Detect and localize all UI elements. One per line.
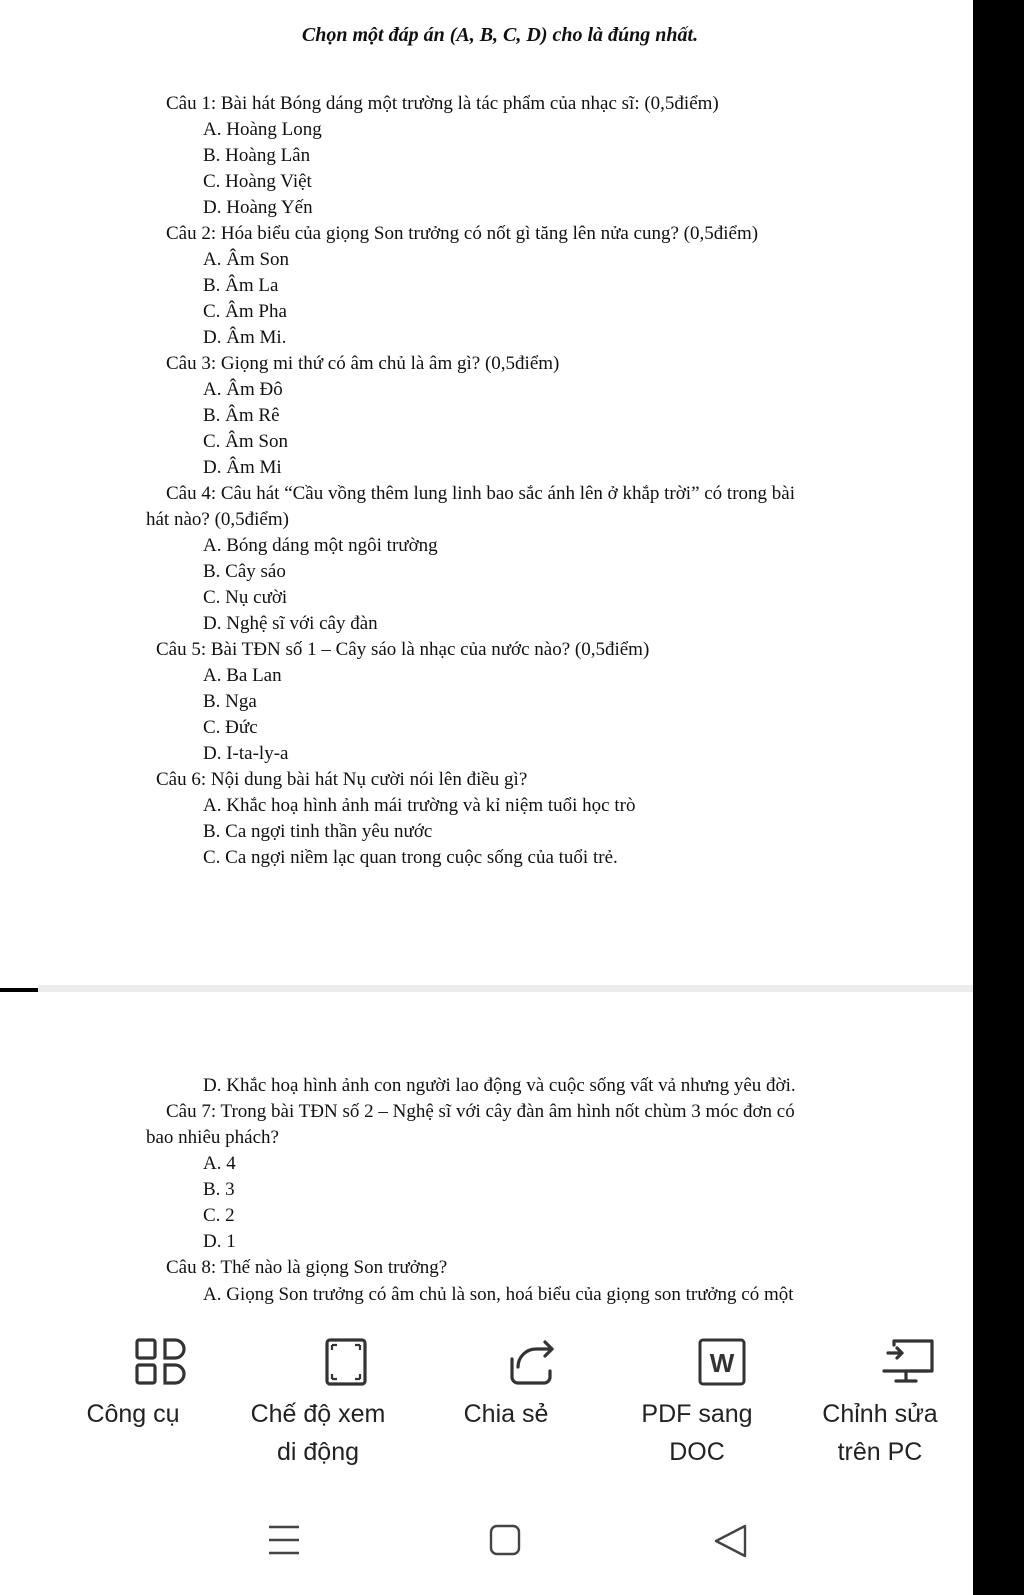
q6-option-d: D. Khắc hoạ hình ảnh con người lao động và cuộc sống vất vả nhưng yêu đời. [203, 1075, 796, 1096]
edit-on-pc-button[interactable] [822, 1309, 938, 1481]
q7-option-c: C. 2 [203, 1205, 235, 1226]
tools-grid-icon [133, 1337, 191, 1387]
q7-option-d: D. 1 [203, 1231, 236, 1252]
q3-option-b: B. Âm Rê [203, 405, 280, 426]
mobile-view-label-line-1: Chế độ xem [250, 1400, 386, 1428]
mobile-view-label [220, 1395, 416, 1471]
home-icon[interactable] [488, 1523, 522, 1557]
tools-label: Công cụ [86, 1400, 180, 1428]
q2-option-c: C. Âm Pha [203, 301, 287, 322]
edit-on-pc-label [782, 1395, 978, 1471]
mobile-view-icon [318, 1337, 374, 1387]
q6-option-b: B. Ca ngợi tinh thần yêu nước [203, 821, 433, 842]
question-3: Câu 3: Giọng mi thứ có âm chủ là âm gì? (0,5điểm) [166, 353, 560, 374]
q1-option-a: A. Hoàng Long [203, 119, 322, 140]
q2-option-a: A. Âm Son [203, 249, 290, 270]
menu-icon[interactable] [266, 1523, 302, 1557]
document-title: Chọn một đáp án (A, B, C, D) cho là đúng nhất. [301, 24, 699, 46]
q7-option-a: A. 4 [203, 1153, 236, 1174]
edit-on-pc-icon [880, 1337, 936, 1387]
question-7-line-1: Câu 7: Trong bài TĐN số 2 – Nghệ sĩ với cây đàn âm hình nốt chùm 3 móc đơn có [166, 1101, 795, 1122]
mobile-view-label-line-2: di động [276, 1438, 360, 1466]
q8-option-a-partial: A. Giọng Son trưởng có âm chủ là son, hoá biểu của giọng son trưởng có một [203, 1284, 794, 1305]
tools-button[interactable] [86, 1309, 180, 1481]
q3-option-c: C. Âm Son [203, 431, 288, 452]
q7-option-b: B. 3 [203, 1179, 235, 1200]
share-label: Chia sẻ [463, 1400, 549, 1428]
q6-option-c: C. Ca ngợi niềm lạc quan trong cuộc sống của tuổi trẻ. [203, 847, 618, 868]
question-4-line-1: Câu 4: Câu hát “Cầu vồng thêm lung linh bao sắc ánh lên ở khắp trời” có trong bài [166, 483, 796, 504]
q6-option-a: A. Khắc hoạ hình ảnh mái trường và kỉ niệm tuổi học trò [203, 795, 636, 816]
q5-option-d: D. I-ta-ly-a [203, 743, 289, 764]
edit-on-pc-label-line-2: trên PC [837, 1438, 923, 1466]
q3-option-a: A. Âm Đô [203, 379, 283, 400]
q4-option-c: C. Nụ cười [203, 587, 288, 608]
word-doc-icon [697, 1337, 747, 1387]
question-2: Câu 2: Hóa biểu của giọng Son trưởng có nốt gì tăng lên nửa cung? (0,5điểm) [166, 223, 759, 244]
pdf-page-2 [0, 992, 973, 1309]
q1-option-b: B. Hoàng Lân [203, 145, 311, 166]
pdf-to-doc-button[interactable] [641, 1309, 753, 1481]
question-1: Câu 1: Bài hát Bóng dáng một trường là tác phẩm của nhạc sĩ: (0,5điểm) [166, 93, 719, 114]
question-4-line-2: hát nào? (0,5điểm) [146, 509, 289, 530]
page-divider [38, 985, 973, 992]
question-5: Câu 5: Bài TĐN số 1 – Cây sáo là nhạc của nước nào? (0,5điểm) [156, 639, 650, 660]
bottom-toolbar [0, 1309, 973, 1481]
q2-option-d: D. Âm Mi. [203, 327, 287, 348]
pdf-to-doc-label [612, 1395, 782, 1471]
share-button[interactable] [463, 1309, 549, 1481]
q4-option-a: A. Bóng dáng một ngôi trường [203, 535, 438, 556]
back-icon[interactable] [712, 1523, 748, 1559]
system-navigation-bar [0, 1481, 973, 1595]
question-8: Câu 8: Thế nào là giọng Son trưởng? [166, 1257, 448, 1278]
screen-edge [973, 0, 1024, 1595]
svg-text:W: W [709, 1348, 735, 1378]
q1-option-d: D. Hoàng Yến [203, 197, 313, 218]
q2-option-b: B. Âm La [203, 275, 279, 296]
share-icon [506, 1337, 562, 1387]
q4-option-d: D. Nghệ sĩ với cây đàn [203, 613, 378, 634]
mobile-view-button[interactable] [250, 1309, 386, 1481]
q1-option-c: C. Hoàng Việt [203, 171, 312, 192]
edit-on-pc-label-line-1: Chỉnh sửa [822, 1400, 938, 1428]
question-7-line-2: bao nhiêu phách? [146, 1127, 279, 1148]
question-6: Câu 6: Nội dung bài hát Nụ cười nói lên điều gì? [156, 769, 528, 790]
q5-option-c: C. Đức [203, 717, 258, 738]
pdf-to-doc-label-line-2: DOC [669, 1438, 725, 1466]
q5-option-a: A. Ba Lan [203, 665, 282, 686]
q3-option-d: D. Âm Mi [203, 457, 282, 478]
pdf-to-doc-label-line-1: PDF sang [641, 1400, 753, 1428]
q5-option-b: B. Nga [203, 691, 257, 712]
q4-option-b: B. Cây sáo [203, 561, 286, 582]
